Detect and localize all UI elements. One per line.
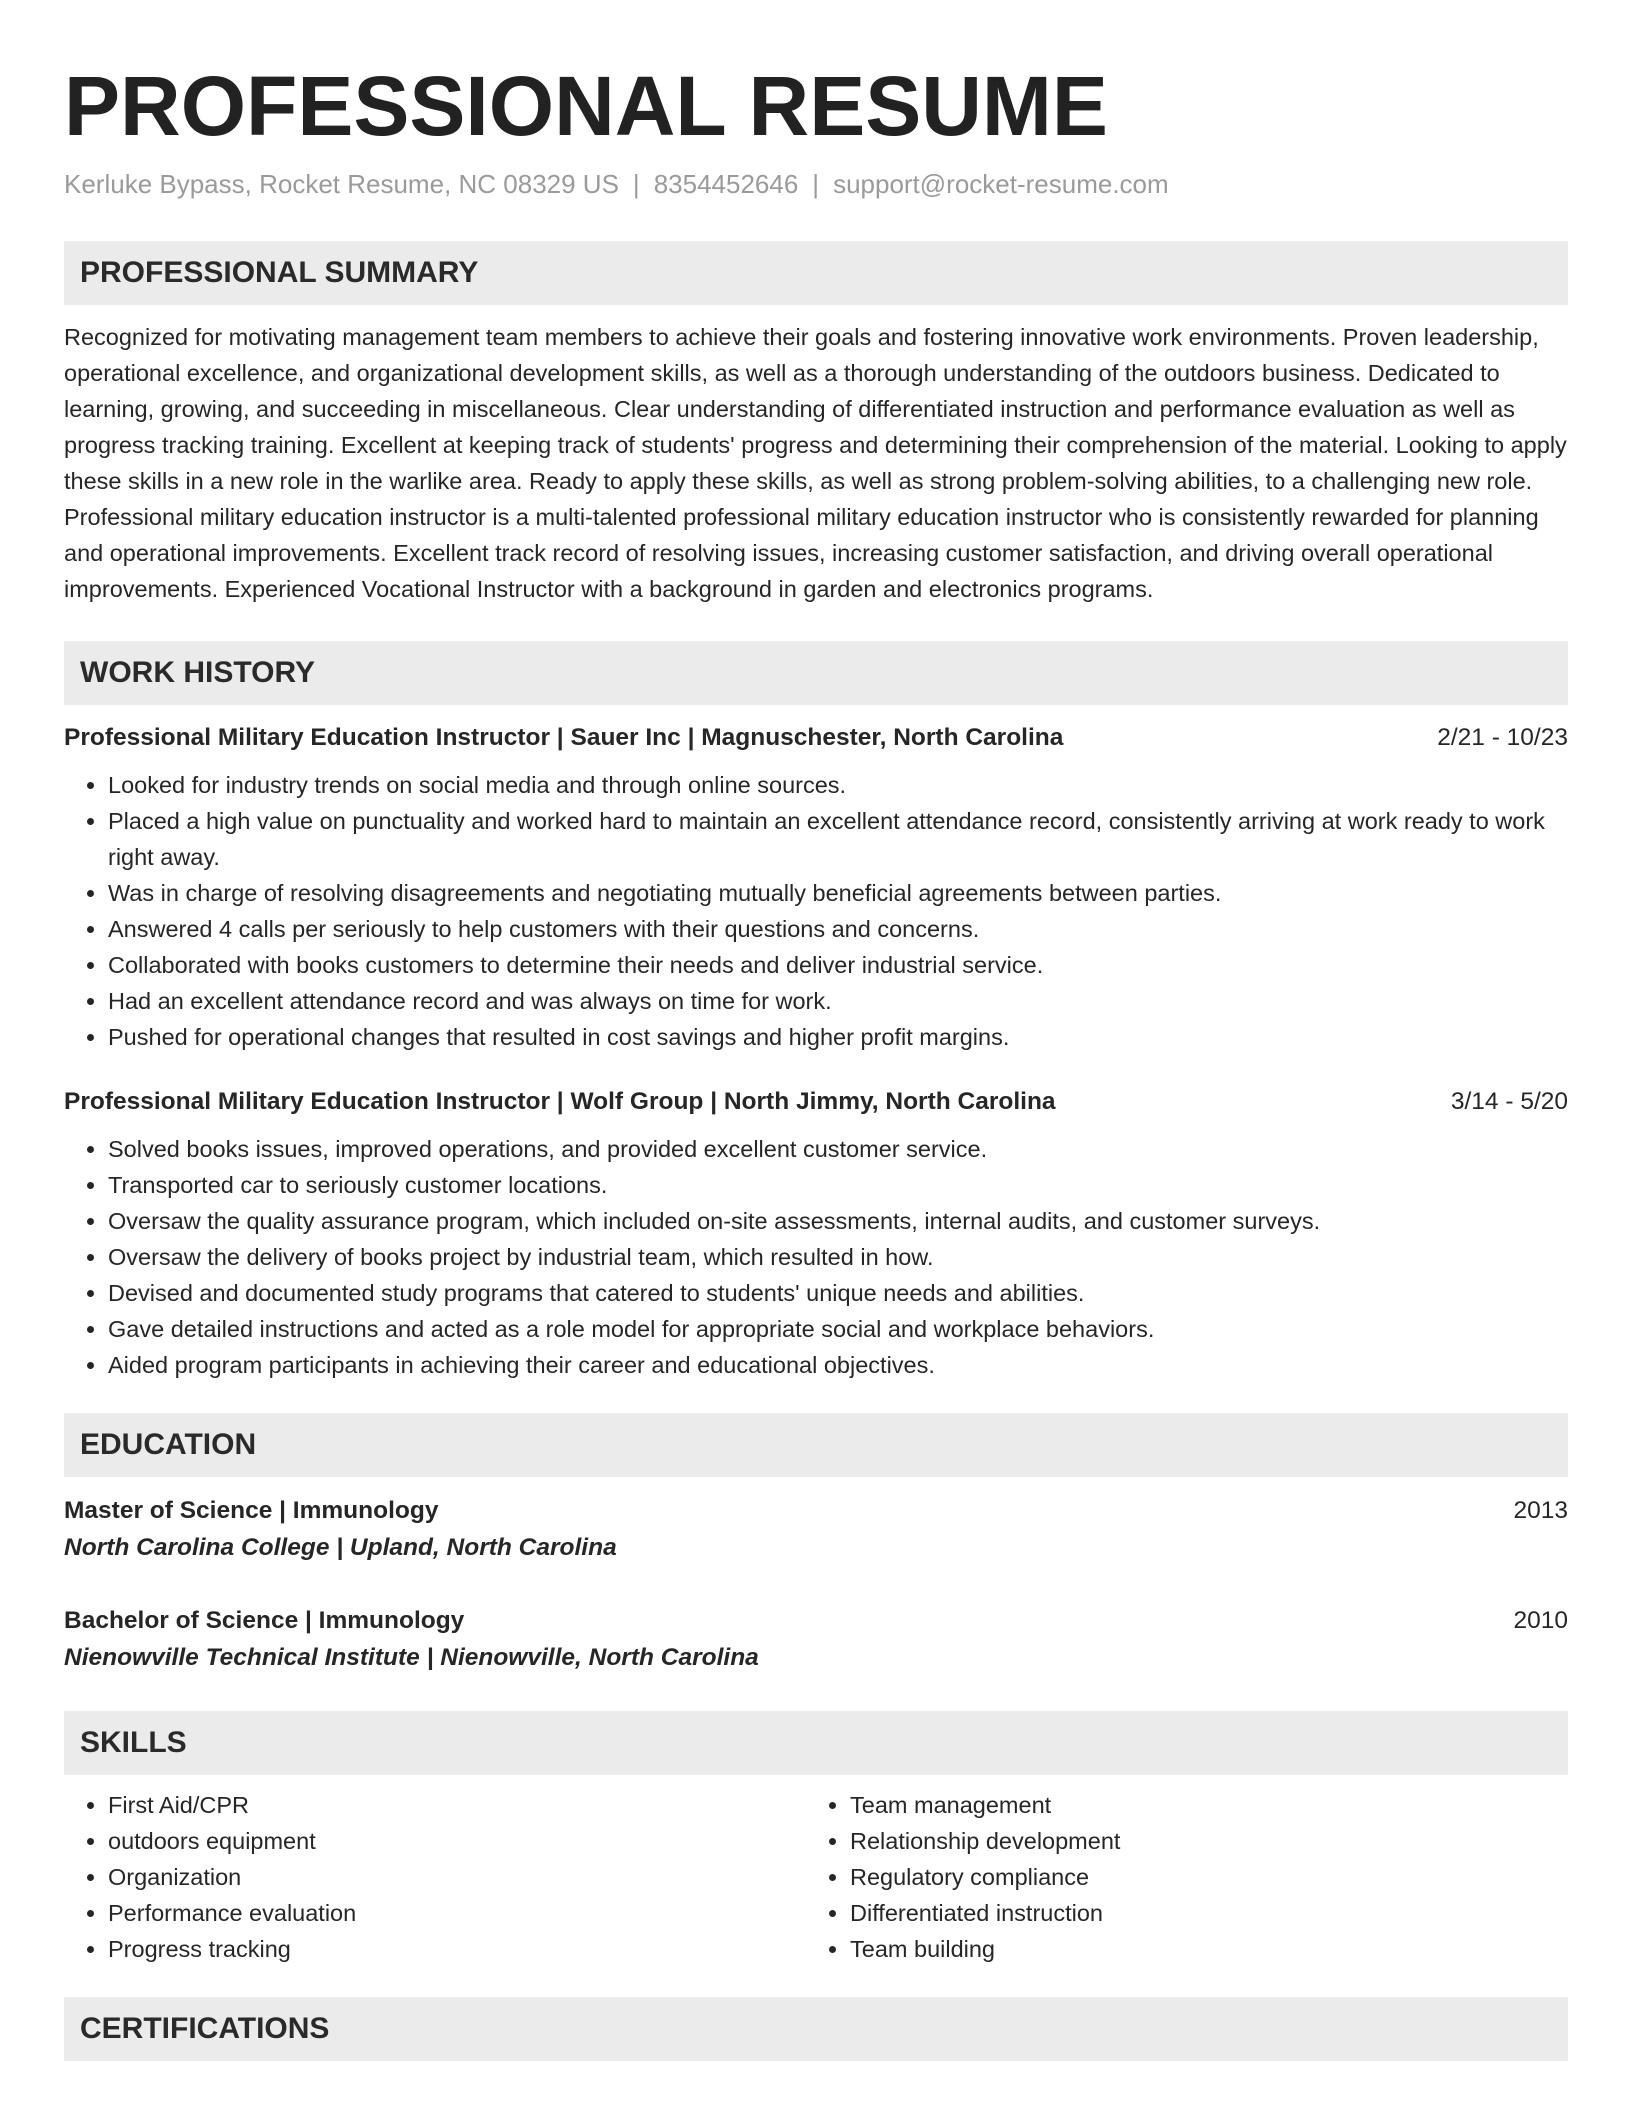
skill-item: • Differentiated instruction xyxy=(850,1895,1548,1931)
list-item: • Oversaw the delivery of books project by industrial team, which resulted in how. xyxy=(108,1239,1568,1275)
contact-address: Kerluke Bypass, Rocket Resume, NC 08329 US xyxy=(64,169,619,199)
contact-email: support@rocket-resume.com xyxy=(833,169,1169,199)
job-title: Professional Military Education Instructor | Sauer Inc | Magnuschester, North Carolina xyxy=(64,724,1064,751)
education-school: Nienowville Technical Institute | Nienowville, North Carolina xyxy=(64,1644,759,1671)
list-item: • Transported car to seriously customer locations. xyxy=(108,1167,1568,1203)
job-header xyxy=(64,721,1568,755)
job-dates: 3/14 - 5/20 xyxy=(1450,1088,1568,1115)
list-item: • Devised and documented study programs that catered to students' unique needs and abilities. xyxy=(108,1275,1568,1311)
job-bullets xyxy=(64,1131,1568,1383)
list-item: • Answered 4 calls per seriously to help customers with their questions and concerns. xyxy=(108,911,1568,947)
skills-column-right xyxy=(806,1787,1548,1967)
skill-item: • Team building xyxy=(850,1931,1548,1967)
list-item: • Had an excellent attendance record and was always on time for work. xyxy=(108,983,1568,1019)
education-year: 2010 xyxy=(1513,1607,1568,1634)
contact-separator: | xyxy=(812,169,820,199)
contact-line xyxy=(64,168,1568,200)
skill-item: • Performance evaluation xyxy=(108,1895,806,1931)
education-entry xyxy=(64,1603,1568,1677)
education-entry xyxy=(64,1493,1568,1567)
job-dates: 2/21 - 10/23 xyxy=(1437,724,1568,751)
education-year: 2013 xyxy=(1513,1497,1568,1524)
skills-column-left xyxy=(64,1787,806,1967)
skill-item: • Regulatory compliance xyxy=(850,1859,1548,1895)
job-entry xyxy=(64,1085,1568,1383)
skill-item: • Relationship development xyxy=(850,1823,1548,1859)
education-degree: Bachelor of Science | Immunology xyxy=(64,1607,465,1634)
list-item: • Was in charge of resolving disagreements and negotiating mutually beneficial agreements between parties. xyxy=(108,875,1568,911)
summary-paragraph: Recognized for motivating management team members to achieve their goals and fostering innovative work environments. Proven leadership, operational excellence, and organizational development skills, as well as a thorough understanding of the outdoors business. Dedicated to learning, growing, and succeeding in miscellaneous. Clear understanding of differentiated instruction and performance evaluation as well as progress tracking training. Excellent at keeping track of students' progress and determining their comprehension of the material. Looking to apply these skills in a new role in the warlike area. Ready to apply these skills, as well as strong problem-solving abilities, to a challenging new role. Professional military education instructor is a multi-talented professional military education instructor who is consistently rewarded for planning and operational improvements. Excellent track record of resolving issues, increasing customer satisfaction, and driving overall operational improvements. Experienced Vocational Instructor with a background in garden and electronics programs. xyxy=(64,324,1567,602)
education-school: North Carolina College | Upland, North Carolina xyxy=(64,1534,617,1561)
section-heading-work-history: WORK HISTORY xyxy=(64,641,1568,705)
list-item: • Solved books issues, improved operations, and provided excellent customer service. xyxy=(108,1131,1568,1167)
job-title: Professional Military Education Instructor | Wolf Group | North Jimmy, North Carolina xyxy=(64,1088,1056,1115)
skill-item: • Progress tracking xyxy=(108,1931,806,1967)
section-heading-certifications: CERTIFICATIONS xyxy=(64,1997,1568,2061)
contact-separator: | xyxy=(632,169,640,199)
section-heading-education: EDUCATION xyxy=(64,1413,1568,1477)
list-item: • Aided program participants in achieving their career and educational objectives. xyxy=(108,1347,1568,1383)
list-item: • Oversaw the quality assurance program, which included on-site assessments, internal audits, and customer surveys. xyxy=(108,1203,1568,1239)
education-degree: Master of Science | Immunology xyxy=(64,1497,439,1524)
list-item: • Pushed for operational changes that resulted in cost savings and higher profit margins. xyxy=(108,1019,1568,1055)
skills-list xyxy=(64,1787,1568,1967)
list-item: • Collaborated with books customers to determine their needs and deliver industrial service. xyxy=(108,947,1568,983)
skill-item: • outdoors equipment xyxy=(108,1823,806,1859)
skill-item: • First Aid/CPR xyxy=(108,1787,806,1823)
list-item: • Placed a high value on punctuality and worked hard to maintain an excellent attendance record, consistently arriving at work ready to work right away. xyxy=(108,803,1568,875)
skill-item: • Team management xyxy=(850,1787,1548,1823)
job-header xyxy=(64,1085,1568,1119)
resume-title: PROFESSIONAL RESUME xyxy=(64,59,1108,153)
job-entry xyxy=(64,721,1568,1055)
skill-item: • Organization xyxy=(108,1859,806,1895)
education-header xyxy=(64,1603,1568,1639)
list-item: • Gave detailed instructions and acted as a role model for appropriate social and workplace behaviors. xyxy=(108,1311,1568,1347)
job-bullets xyxy=(64,767,1568,1055)
resume-page xyxy=(64,0,1568,2061)
list-item: • Looked for industry trends on social media and through online sources. xyxy=(108,767,1568,803)
section-heading-skills: SKILLS xyxy=(64,1711,1568,1775)
education-header xyxy=(64,1493,1568,1529)
section-heading-summary: PROFESSIONAL SUMMARY xyxy=(64,241,1568,305)
contact-phone: 8354452646 xyxy=(653,169,799,199)
